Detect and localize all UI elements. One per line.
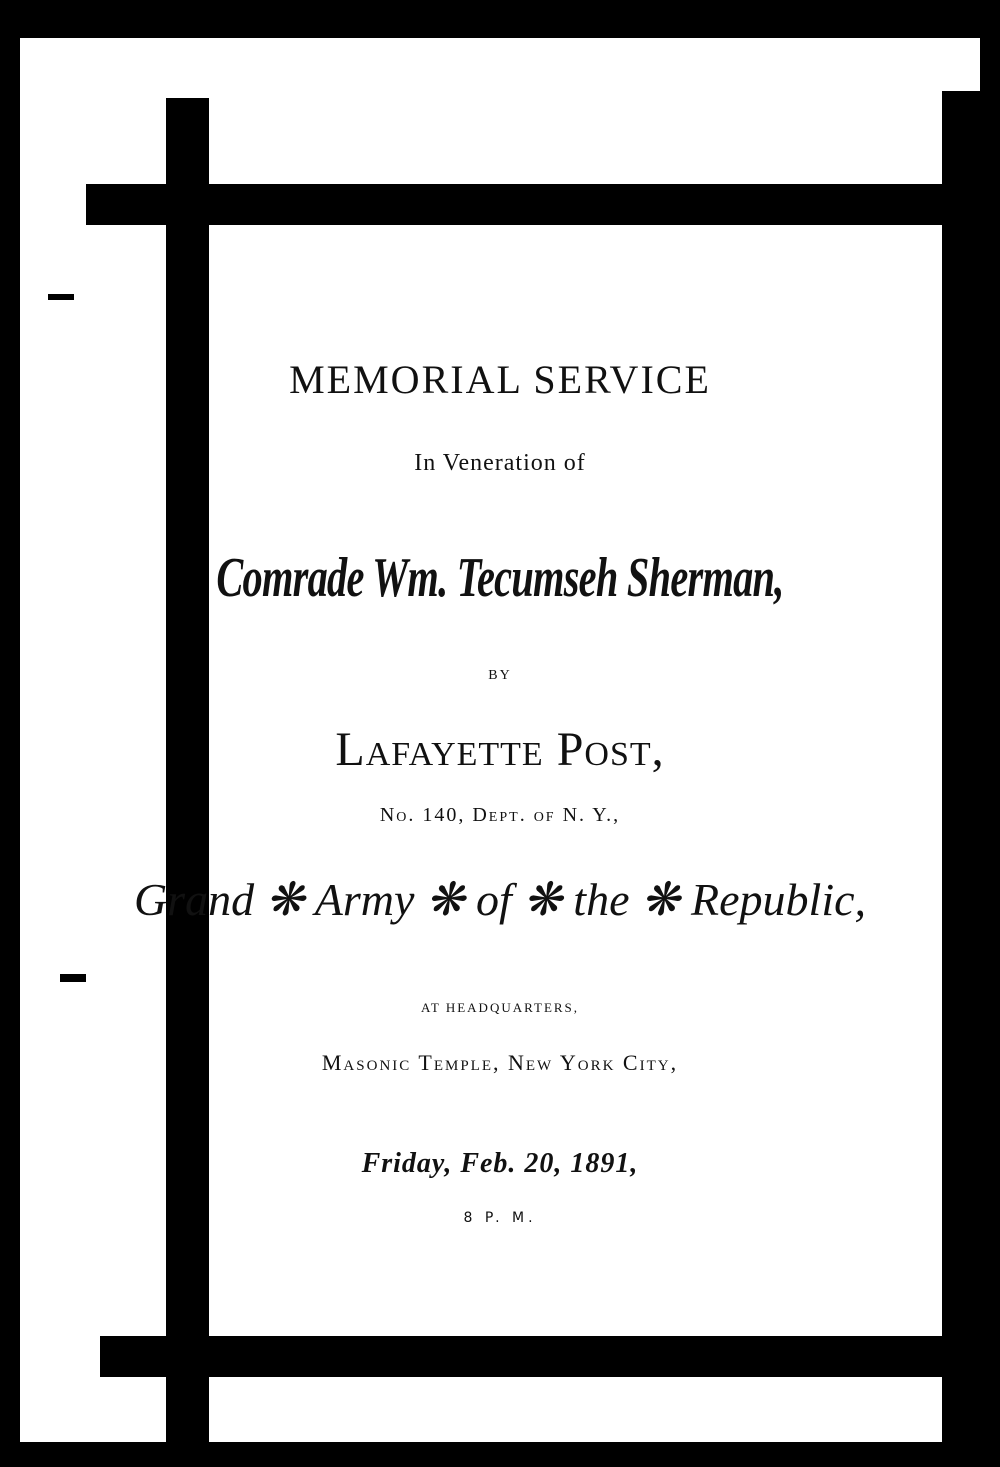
post-number: No. 140, Dept. of N. Y., xyxy=(379,804,621,826)
memorial-card-page xyxy=(20,38,980,1442)
event-time: 8 P. M. xyxy=(463,1210,537,1226)
mourning-border-bottom xyxy=(100,1336,980,1377)
scan-speck xyxy=(60,974,86,982)
scan-speck xyxy=(48,294,74,300)
post-name: Lafayette Post, xyxy=(335,723,665,776)
location: Masonic Temple, New York City, xyxy=(321,1050,679,1075)
organization-name: Grand ❋ Army ❋ of ❋ the ❋ Republic, xyxy=(133,874,867,925)
mourning-border-top xyxy=(86,184,980,225)
by-line: BY xyxy=(488,668,512,683)
location-prefix: AT HEADQUARTERS, xyxy=(420,1000,580,1015)
title: MEMORIAL SERVICE xyxy=(289,357,711,402)
honoree-name: Comrade Wm. Tecumseh Sherman, xyxy=(216,547,784,609)
event-date: Friday, Feb. 20, 1891, xyxy=(361,1148,639,1179)
veneration-line: In Veneration of xyxy=(414,450,586,476)
